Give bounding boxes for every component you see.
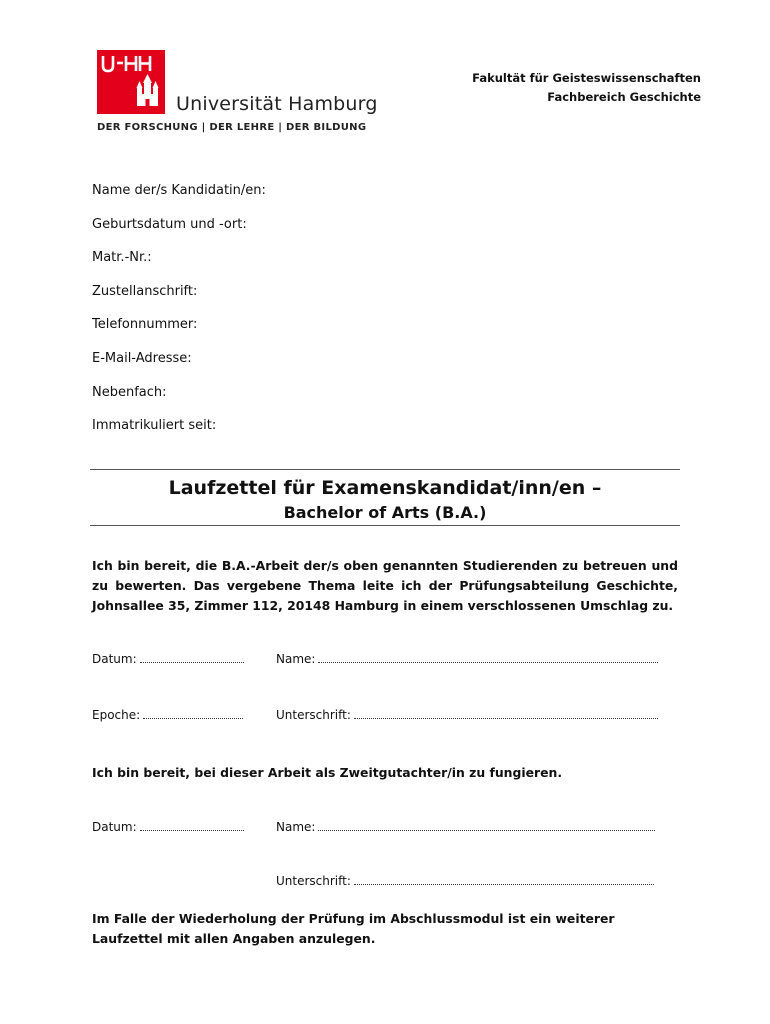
field-postal-address: Zustellanschrift: [92,283,198,299]
field-phone-number: Telefonnummer: [92,317,198,333]
reviewer-signature-line[interactable] [354,874,654,885]
supervisor-signature-field [276,708,658,722]
department-name: Fachbereich Geschichte [547,90,701,104]
supervisor-name-line[interactable] [318,652,658,663]
supervisor-name-field [276,652,658,666]
candidate-fields [92,182,266,451]
title-rule-bottom [90,525,680,526]
university-logo [97,50,165,114]
second-reviewer-declaration: Ich bin bereit, bei dieser Arbeit als Zweitgutachter/in zu fungieren. [92,765,563,780]
supervisor-signature-label: Unterschrift: [276,708,351,722]
field-candidate-name: Name der/s Kandidatin/en: [92,183,266,198]
supervisor-name-label: Name: [276,652,316,666]
form-subtitle: Bachelor of Arts (B.A.) [283,503,487,522]
supervisor-date-line[interactable] [140,652,244,663]
faculty-name: Fakultät für Geisteswissenschaften [472,71,701,85]
faculty-block [472,69,701,107]
supervisor-date-field [92,652,244,666]
epoch-line[interactable] [143,708,243,719]
university-tagline: DER FORSCHUNG | DER LEHRE | DER BILDUNG [97,122,367,133]
title-rule-top [90,469,680,470]
supervisor-date-label: Datum: [92,652,137,666]
reviewer-name-label: Name: [276,820,316,834]
university-name: Universität Hamburg [176,93,378,115]
form-title: Laufzettel für Examenskandidat/inn/en – [168,477,602,499]
field-email-address: E-Mail-Adresse: [92,350,192,366]
reviewer-signature-label: Unterschrift: [276,874,351,888]
reviewer-signature-field [276,874,654,888]
epoch-label: Epoche: [92,708,141,722]
reviewer-date-label: Datum: [92,820,137,834]
field-enrolled-since: Immatrikuliert seit: [92,418,217,434]
reviewer-date-field [92,820,244,834]
field-birth-date-place: Geburtsdatum und -ort: [92,216,247,232]
reviewer-name-field [276,820,655,834]
field-minor-subject: Nebenfach: [92,384,167,400]
field-matriculation-number: Matr.-Nr.: [92,250,152,266]
uhh-castle-icon [97,50,165,114]
supervisor-declaration: Ich bin bereit, die B.A.-Arbeit der/s oben genannten Studierenden zu betreuen und zu bewerten. Das vergebene Thema leite ich der Prüfungsabteilung Geschichte, Johnsallee 35, Zimmer 112, 20148 Hamburg in einem verschlossenen Umschlag zu. [92,558,678,613]
supervisor-signature-line[interactable] [354,708,658,719]
epoch-field [92,708,243,722]
reviewer-date-line[interactable] [140,820,244,831]
reviewer-name-line[interactable] [318,820,655,831]
repeat-exam-note: Im Falle der Wiederholung der Prüfung im Abschlussmodul ist ein weiterer Laufzettel mit allen Angaben anzulegen. [92,911,615,946]
